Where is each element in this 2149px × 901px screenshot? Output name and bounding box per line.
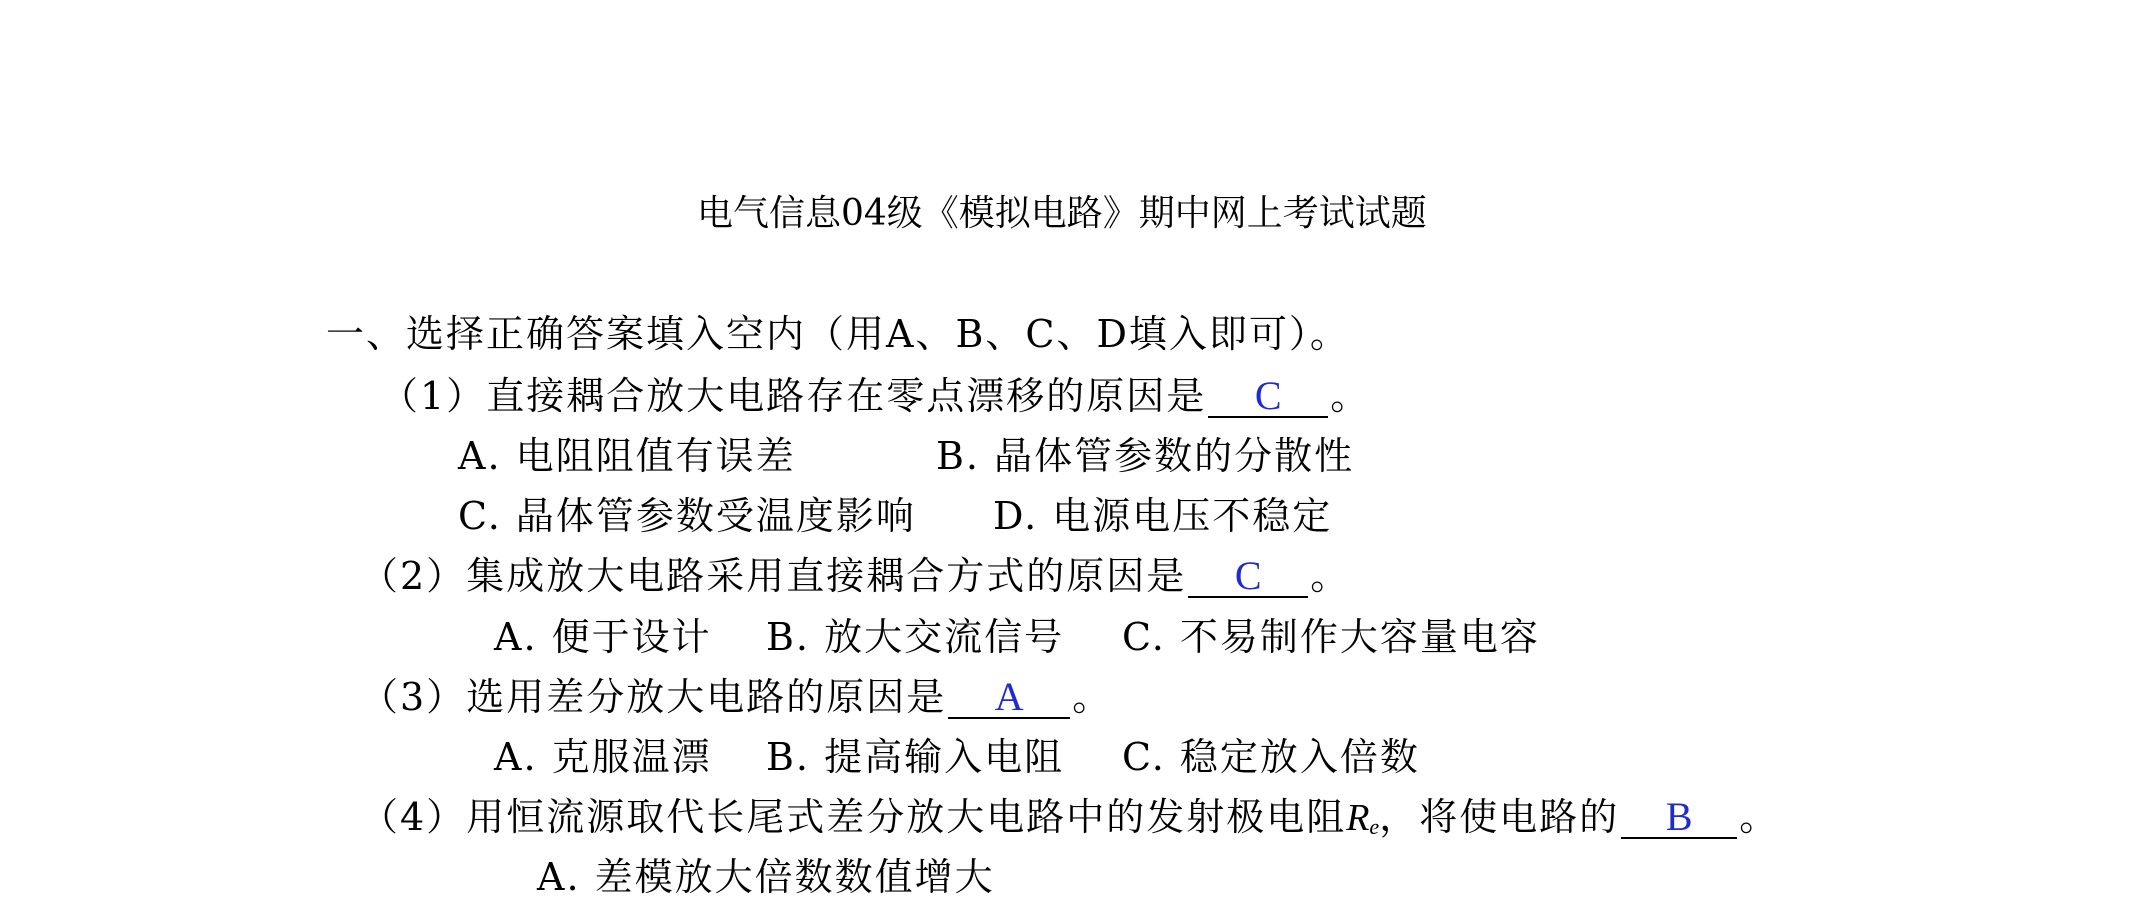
question-1: [380, 372, 1370, 420]
option-a: A. 便于设计: [494, 615, 712, 659]
resistor-symbol: [1346, 797, 1379, 839]
q1-options-row-2: [458, 492, 916, 540]
question-end: 。: [1739, 795, 1780, 839]
option-b: B. 放大交流信号: [766, 615, 1065, 659]
option-c: C. 稳定放入倍数: [1122, 735, 1420, 779]
question-end: 。: [1330, 374, 1371, 418]
option-c: C. 晶体管参数受温度影响: [458, 494, 916, 538]
q2-options: [494, 613, 712, 661]
q2-options-c: [1122, 613, 1540, 661]
question-number: （2）: [360, 554, 467, 598]
q1-options-row-2b: [993, 492, 1332, 540]
question-stem: 集成放大电路采用直接耦合方式的原因是: [466, 554, 1187, 598]
question-end: 。: [1072, 675, 1113, 719]
q3-options: [494, 733, 712, 781]
q1-options-row-1b: [936, 432, 1354, 480]
q3-options-b: [766, 733, 1064, 781]
q4-options: [537, 853, 995, 901]
resistor-symbol-main: R: [1346, 797, 1370, 839]
answer-blank: A: [948, 677, 1070, 719]
question-stem: 用恒流源取代长尾式差分放大电路中的发射极电阻: [466, 795, 1347, 839]
answer-blank: C: [1188, 556, 1308, 598]
section-heading: [326, 310, 1350, 358]
question-4: [360, 793, 1779, 851]
question-number: （4）: [360, 795, 467, 839]
question-2: [360, 552, 1350, 600]
option-b: B. 提高输入电阻: [766, 735, 1065, 779]
q3-options-c: [1122, 733, 1420, 781]
option-a: A. 电阻阻值有误差: [458, 434, 796, 478]
resistor-symbol-sub: e: [1369, 814, 1380, 839]
question-3: [360, 673, 1112, 721]
question-stem-2: ，将使电路的: [1379, 795, 1620, 839]
question-number: （3）: [360, 675, 467, 719]
question-number: （1）: [380, 374, 487, 418]
option-d: D. 电源电压不稳定: [993, 494, 1333, 538]
question-stem: 选用差分放大电路的原因是: [466, 675, 947, 719]
option-b: B. 晶体管参数的分散性: [936, 434, 1355, 478]
question-end: 。: [1310, 554, 1351, 598]
page-title-text: 电气信息04级《模拟电路》期中网上考试试题: [697, 193, 1427, 234]
option-a: A. 差模放大倍数数值增大: [537, 855, 995, 899]
option-c: C. 不易制作大容量电容: [1122, 615, 1540, 659]
question-stem: 直接耦合放大电路存在零点漂移的原因是: [486, 374, 1207, 418]
answer-blank: C: [1208, 376, 1328, 418]
q2-options-b: [766, 613, 1064, 661]
q1-options-row-1: [458, 432, 796, 480]
section-heading-text: 一、选择正确答案填入空内（用A、B、C、D填入即可）。: [326, 312, 1350, 356]
option-a: A. 克服温漂: [494, 735, 712, 779]
page-title: [697, 190, 1427, 238]
answer-blank: B: [1621, 797, 1737, 839]
